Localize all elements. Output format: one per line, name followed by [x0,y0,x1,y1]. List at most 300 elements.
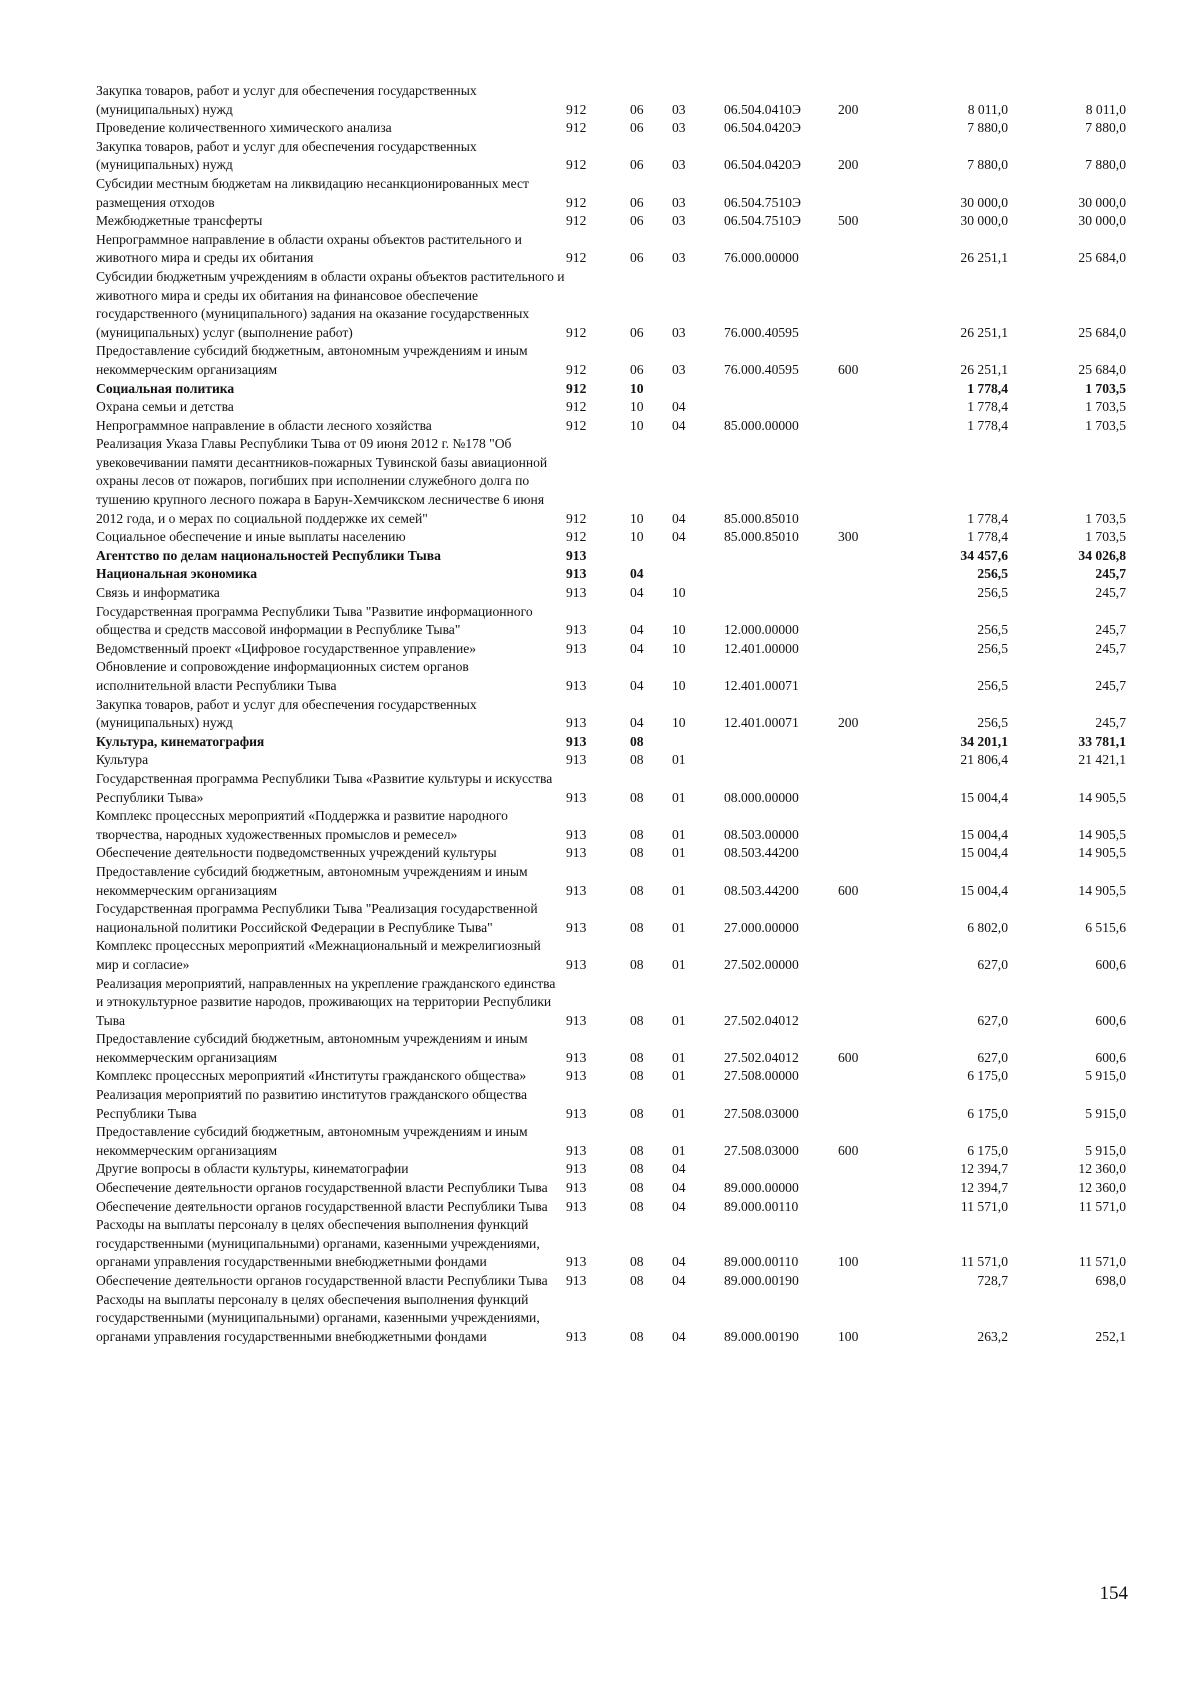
subsection-code: 03 [672,101,686,117]
ministry-code: 913 [566,640,587,656]
section-code: 08 [630,882,644,898]
target-article-code: 12.000.00000 [724,622,799,638]
amount-year-2: 25 684,0 [1078,324,1126,340]
amount-year-2: 8 011,0 [1085,101,1126,117]
amount-year-1: 1 778,4 [967,510,1008,526]
target-article-code: 89.000.00110 [724,1198,799,1214]
table-row [96,1272,1126,1291]
table-row [96,547,1126,566]
expense-type-code: 200 [838,715,859,731]
amount-year-1: 21 806,4 [960,752,1008,768]
ministry-code: 913 [566,956,587,972]
ministry-code: 913 [566,1012,587,1028]
subsection-code [672,733,724,752]
amount-year-1: 30 000,0 [960,213,1008,229]
row-name: Обеспечение деятельности органов государственной власти Республики Тыва [96,1180,548,1196]
amount-year-1: 1 778,4 [967,417,1008,433]
amount-year-1: 263,2 [977,1328,1008,1344]
row-name: Субсидии местным бюджетам на ликвидацию несанкционированных мест размещения отходов [96,175,529,210]
row-name: Предоставление субсидий бюджетным, автономным учреждениям и иным некоммерческим организациям [96,343,528,377]
amount-year-2: 30 000,0 [1078,194,1126,210]
section-code: 08 [630,1328,644,1344]
section-code: 06 [630,213,644,229]
expense-type-code [838,807,888,844]
section-code: 08 [630,956,644,972]
amount-year-1: 256,5 [977,622,1008,638]
section-code: 08 [630,1254,644,1270]
table-row [96,1123,1126,1160]
expense-type-code: 100 [838,1254,859,1270]
row-name: Комплекс процессных мероприятий «Поддержка и развитие народного творчества, народных художественных промыслов и ремесел» [96,808,508,842]
amount-year-2: 7 880,0 [1085,120,1126,136]
expense-type-code [838,603,888,640]
amount-year-1: 34 457,6 [960,547,1008,563]
ministry-code: 912 [566,157,587,173]
amount-year-2: 698,0 [1095,1273,1126,1288]
row-name: Ведомственный проект «Цифровое государственное управление» [96,640,477,656]
target-article-code: 06.504.0420Э [724,157,801,173]
row-name: Социальное обеспечение и иные выплаты населению [96,529,406,545]
table-row [96,528,1126,547]
target-article-code: 89.000.00000 [724,1180,799,1196]
amount-year-2: 11 571,0 [1078,1254,1126,1270]
subsection-code: 10 [672,640,686,656]
table-row [96,1216,1126,1272]
table-row [96,1030,1126,1067]
amount-year-2: 245,7 [1095,715,1126,731]
amount-year-2: 245,7 [1095,678,1126,693]
section-code: 08 [630,919,644,935]
expense-type-code [838,975,888,1031]
subsection-code: 01 [672,1105,686,1121]
amount-year-2: 34 026,8 [1078,547,1126,563]
amount-year-1: 15 004,4 [960,789,1008,805]
section-code: 10 [630,510,644,526]
expense-type-code [838,398,888,417]
row-name: Закупка товаров, работ и услуг для обеспечения государственных (муниципальных) нужд [96,138,477,173]
amount-year-2: 245,7 [1095,640,1126,656]
ministry-code: 913 [566,789,587,805]
ministry-code: 912 [566,529,587,545]
table-row [96,937,1126,974]
section-code: 08 [630,1161,644,1177]
amount-year-1: 7 880,0 [967,120,1008,136]
table-row [96,417,1126,436]
row-name: Реализация мероприятий по развитию институтов гражданского общества Республики Тыва [96,1087,527,1121]
table-row [96,380,1126,399]
row-name: Обеспечение деятельности органов государственной власти Республики Тыва [96,1198,548,1214]
table-row [96,1067,1126,1086]
target-article-code: 27.502.04012 [724,1049,799,1065]
row-name: Агентство по делам национальностей Республики Тыва [96,547,441,563]
subsection-code: 01 [672,882,686,898]
amount-year-1: 15 004,4 [960,826,1008,842]
ministry-code: 913 [566,622,587,638]
subsection-code: 03 [672,194,686,210]
subsection-code: 04 [672,1180,686,1196]
amount-year-2: 600,6 [1095,1049,1126,1065]
subsection-code: 03 [672,250,686,266]
amount-year-2: 21 421,1 [1078,752,1126,768]
target-article-code: 12.401.00071 [724,715,799,731]
table-row [96,1198,1126,1217]
amount-year-1: 256,5 [977,566,1008,582]
expense-type-code [838,770,888,807]
amount-year-1: 11 571,0 [960,1198,1008,1214]
expense-type-code: 600 [838,1049,859,1065]
ministry-code: 913 [566,1142,587,1158]
ministry-code: 912 [566,194,587,210]
expense-type-code [838,751,888,770]
subsection-code: 04 [672,1161,686,1177]
ministry-code: 912 [566,213,587,229]
section-code: 04 [630,566,644,582]
row-name: Национальная экономика [96,566,257,582]
amount-year-2: 1 703,5 [1085,380,1126,396]
ministry-code: 912 [566,120,587,136]
section-code: 06 [630,250,644,266]
row-name: Обеспечение деятельности подведомственных учреждений культуры [96,845,497,861]
target-article-code: 85.000.85010 [724,529,799,545]
section-code: 10 [630,380,644,396]
ministry-code: 913 [566,1049,587,1065]
row-name: Предоставление субсидий бюджетным, автономным учреждениям и иным некоммерческим организациям [96,1124,528,1158]
target-article-code: 27.508.00000 [724,1068,799,1084]
ministry-code: 913 [566,678,587,693]
section-code: 04 [630,640,644,656]
subsection-code [672,380,724,399]
subsection-code: 04 [672,529,686,545]
table-row [96,82,1126,119]
subsection-code: 01 [672,1049,686,1065]
table-row [96,1179,1126,1198]
table-row [96,1160,1126,1179]
expense-type-code [838,844,888,863]
amount-year-1: 6 802,0 [967,919,1008,935]
amount-year-1: 1 778,4 [967,529,1008,545]
amount-year-2: 5 915,0 [1085,1068,1126,1084]
expense-type-code [838,584,888,603]
section-code: 10 [630,529,644,545]
ministry-code: 913 [566,547,587,563]
subsection-code: 04 [672,1254,686,1270]
table-row [96,435,1126,528]
target-article-code: 08.503.44200 [724,845,799,861]
section-code: 04 [630,715,644,731]
ministry-code: 913 [566,919,587,935]
page-number: 154 [1099,1583,1128,1604]
table-row [96,119,1126,138]
ministry-code: 913 [566,1198,587,1214]
amount-year-1: 6 175,0 [967,1105,1008,1121]
amount-year-2: 6 515,6 [1085,919,1126,935]
subsection-code [672,565,724,584]
row-name: Реализация мероприятий, направленных на укрепление гражданского единства и этнокультурное развитие народов, проживающих на территории Республики Тыва [96,975,556,1028]
amount-year-1: 26 251,1 [960,250,1008,266]
amount-year-2: 1 703,5 [1085,399,1126,415]
target-article-code: 89.000.00190 [724,1273,799,1288]
expense-type-code: 200 [838,101,859,117]
ministry-code: 913 [566,585,587,601]
target-article-code: 06.504.0410Э [724,101,801,117]
section-code: 08 [630,1273,644,1288]
row-name: Другие вопросы в области культуры, кинематографии [96,1161,409,1177]
amount-year-1: 26 251,1 [960,361,1008,377]
table-row [96,640,1126,659]
section-code: 08 [630,1198,644,1214]
subsection-code: 04 [672,510,686,526]
subsection-code: 01 [672,845,686,861]
amount-year-1: 1 778,4 [967,399,1008,415]
table-row [96,175,1126,212]
amount-year-1: 34 201,1 [960,733,1008,749]
ministry-code: 913 [566,882,587,898]
amount-year-2: 245,7 [1095,622,1126,638]
amount-year-2: 5 915,0 [1085,1105,1126,1121]
table-row [96,231,1126,268]
row-name: Обеспечение деятельности органов государственной власти Республики Тыва [96,1273,548,1288]
subsection-code: 10 [672,715,686,731]
amount-year-2: 600,6 [1095,956,1126,972]
target-article-code [724,733,838,752]
amount-year-1: 627,0 [977,1012,1008,1028]
row-name: Комплекс процессных мероприятий «Институты гражданского общества» [96,1068,527,1084]
section-code [630,547,672,566]
table-row [96,342,1126,379]
row-name: Непрограммное направление в области охраны объектов растительного и животного мира и среды их обитания [96,231,522,266]
ministry-code: 912 [566,101,587,117]
target-article-code: 85.000.85010 [724,510,799,526]
subsection-code: 10 [672,585,686,601]
table-row [96,565,1126,584]
section-code: 08 [630,1105,644,1121]
ministry-code: 913 [566,715,587,731]
row-name: Расходы на выплаты персоналу в целях обеспечения выполнения функций государственными (муниципальными) органами, казенными учреждениями, органами управления государственными внебюджетными фондами [96,1217,540,1270]
ministry-code: 912 [566,250,587,266]
table-row [96,584,1126,603]
row-name: Закупка товаров, работ и услуг для обеспечения государственных (муниципальных) нужд [96,696,477,731]
amount-year-1: 256,5 [977,585,1008,601]
ministry-code: 913 [566,1161,587,1177]
table-row [96,807,1126,844]
target-article-code: 89.000.00110 [724,1254,799,1270]
amount-year-1: 6 175,0 [967,1068,1008,1084]
target-article-code: 27.502.00000 [724,956,799,972]
expense-type-code [838,1067,888,1086]
ministry-code: 913 [566,1180,587,1196]
section-code: 06 [630,324,644,340]
target-article-code [724,380,838,399]
subsection-code: 10 [672,678,686,693]
ministry-code: 913 [566,566,587,582]
amount-year-1: 8 011,0 [967,101,1008,117]
expense-type-code [838,1160,888,1179]
row-name: Субсидии бюджетным учреждениям в области охраны объектов растительного и животного мира и среды их обитания на финансовое обеспечение государственного (муниципального) задания на оказание государственных (муниципальных) услуг (выполнение работ) [96,268,565,340]
subsection-code: 04 [672,1198,686,1214]
target-article-code: 12.401.00000 [724,640,799,656]
table-row [96,1086,1126,1123]
expense-type-code [838,900,888,937]
amount-year-1: 15 004,4 [960,882,1008,898]
amount-year-2: 245,7 [1095,585,1126,601]
amount-year-1: 627,0 [977,1049,1008,1065]
amount-year-2: 14 905,5 [1078,882,1126,898]
row-name: Проведение количественного химического анализа [96,120,392,136]
section-code: 04 [630,678,644,693]
expense-type-code: 500 [838,213,859,229]
section-code: 06 [630,157,644,173]
amount-year-1: 26 251,1 [960,324,1008,340]
expense-type-code [838,1179,888,1198]
table-row [96,696,1126,733]
amount-year-2: 14 905,5 [1078,826,1126,842]
amount-year-1: 728,7 [977,1273,1008,1288]
section-code: 06 [630,361,644,377]
section-code: 10 [630,399,644,415]
target-article-code: 85.000.00000 [724,417,799,433]
row-name: Предоставление субсидий бюджетным, автономным учреждениям и иным некоммерческим организациям [96,863,528,898]
row-name: Непрограммное направление в области лесного хозяйства [96,417,432,433]
ministry-code: 912 [566,361,587,377]
target-article-code: 12.401.00071 [724,678,799,693]
amount-year-2: 12 360,0 [1078,1161,1126,1177]
target-article-code: 76.000.40595 [724,361,799,377]
expense-type-code: 100 [838,1328,859,1344]
table-row [96,398,1126,417]
subsection-code: 01 [672,956,686,972]
amount-year-2: 1 703,5 [1085,510,1126,526]
section-code: 08 [630,789,644,805]
ministry-code: 912 [566,399,587,415]
amount-year-2: 25 684,0 [1078,250,1126,266]
amount-year-1: 1 778,4 [967,380,1008,396]
row-name: Комплекс процессных мероприятий «Межнациональный и межрелигиозный мир и согласие» [96,938,541,972]
expense-type-code [838,937,888,974]
target-article-code: 76.000.40595 [724,324,799,340]
row-name: Культура [96,752,149,768]
subsection-code: 03 [672,213,686,229]
target-article-code [724,1160,838,1179]
expense-type-code [838,1086,888,1123]
expense-type-code: 600 [838,1142,859,1158]
budget-table [96,82,1126,1346]
target-article-code [724,565,838,584]
table-row [96,863,1126,900]
section-code: 08 [630,733,644,749]
amount-year-2: 5 915,0 [1085,1142,1126,1158]
amount-year-2: 30 000,0 [1078,213,1126,229]
subsection-code: 03 [672,120,686,136]
amount-year-1: 12 394,7 [960,1180,1008,1196]
ministry-code: 913 [566,1328,587,1344]
section-code: 06 [630,101,644,117]
target-article-code: 27.000.00000 [724,919,799,935]
amount-year-2: 33 781,1 [1078,733,1126,749]
target-article-code [724,398,838,417]
expense-type-code [838,658,888,695]
row-name: Предоставление субсидий бюджетным, автономным учреждениям и иным некоммерческим организациям [96,1031,528,1065]
subsection-code: 03 [672,361,686,377]
amount-year-2: 1 703,5 [1085,417,1126,433]
target-article-code: 06.504.0420Э [724,120,801,136]
row-name: Государственная программа Республики Тыва «Развитие культуры и искусства Республики Тыва» [96,770,553,805]
ministry-code: 912 [566,380,587,396]
subsection-code [672,547,724,566]
table-row [96,603,1126,640]
row-name: Связь и информатика [96,585,220,601]
row-name: Социальная политика [96,380,235,396]
table-row [96,844,1126,863]
amount-year-1: 11 571,0 [960,1254,1008,1270]
row-name: Охрана семьи и детства [96,399,234,415]
amount-year-2: 25 684,0 [1078,361,1126,377]
subsection-code: 01 [672,826,686,842]
ministry-code: 913 [566,1068,587,1084]
table-row [96,770,1126,807]
table-row [96,268,1126,342]
row-name: Межбюджетные трансферты [96,213,263,229]
row-name: Государственная программа Республики Тыва "Реализация государственной национальной политики Российской Федерации в Республике Тыва" [96,901,538,935]
expense-type-code [838,733,888,752]
subsection-code: 04 [672,399,686,415]
expense-type-code [838,565,888,584]
section-code: 10 [630,417,644,433]
subsection-code: 04 [672,1273,686,1288]
section-code: 06 [630,194,644,210]
target-article-code: 08.503.44200 [724,882,799,898]
amount-year-1: 256,5 [977,715,1008,731]
amount-year-1: 256,5 [977,678,1008,693]
table-row [96,975,1126,1031]
target-article-code: 08.503.00000 [724,826,799,842]
table-row [96,900,1126,937]
target-article-code: 76.000.00000 [724,250,799,266]
target-article-code: 27.508.03000 [724,1105,799,1121]
ministry-code: 912 [566,324,587,340]
amount-year-2: 252,1 [1095,1328,1126,1344]
row-name: Государственная программа Республики Тыва "Развитие информационного общества и средств массовой информации в Республике Тыва" [96,603,533,638]
expense-type-code [838,119,888,138]
amount-year-1: 30 000,0 [960,194,1008,210]
target-article-code [724,751,838,770]
amount-year-1: 627,0 [977,956,1008,972]
amount-year-2: 7 880,0 [1085,157,1126,173]
table-row [96,658,1126,695]
subsection-code: 01 [672,1142,686,1158]
target-article-code: 27.502.04012 [724,1012,799,1028]
ministry-code: 913 [566,1254,587,1270]
expense-type-code [838,640,888,659]
expense-type-code [838,547,888,566]
ministry-code: 913 [566,1105,587,1121]
section-code: 08 [630,1068,644,1084]
ministry-code: 913 [566,845,587,861]
ministry-code: 913 [566,826,587,842]
subsection-code: 01 [672,789,686,805]
section-code: 06 [630,120,644,136]
subsection-code: 01 [672,752,686,768]
row-name: Расходы на выплаты персоналу в целях обеспечения выполнения функций государственными (муниципальными) органами, казенными учреждениями, органами управления государственными внебюджетными фондами [96,1291,540,1344]
expense-type-code: 200 [838,157,859,173]
subsection-code: 04 [672,417,686,433]
amount-year-1: 6 175,0 [967,1142,1008,1158]
subsection-code: 10 [672,622,686,638]
target-article-code: 08.000.00000 [724,789,799,805]
section-code: 04 [630,622,644,638]
ministry-code: 912 [566,510,587,526]
amount-year-1: 7 880,0 [967,157,1008,173]
subsection-code: 03 [672,324,686,340]
